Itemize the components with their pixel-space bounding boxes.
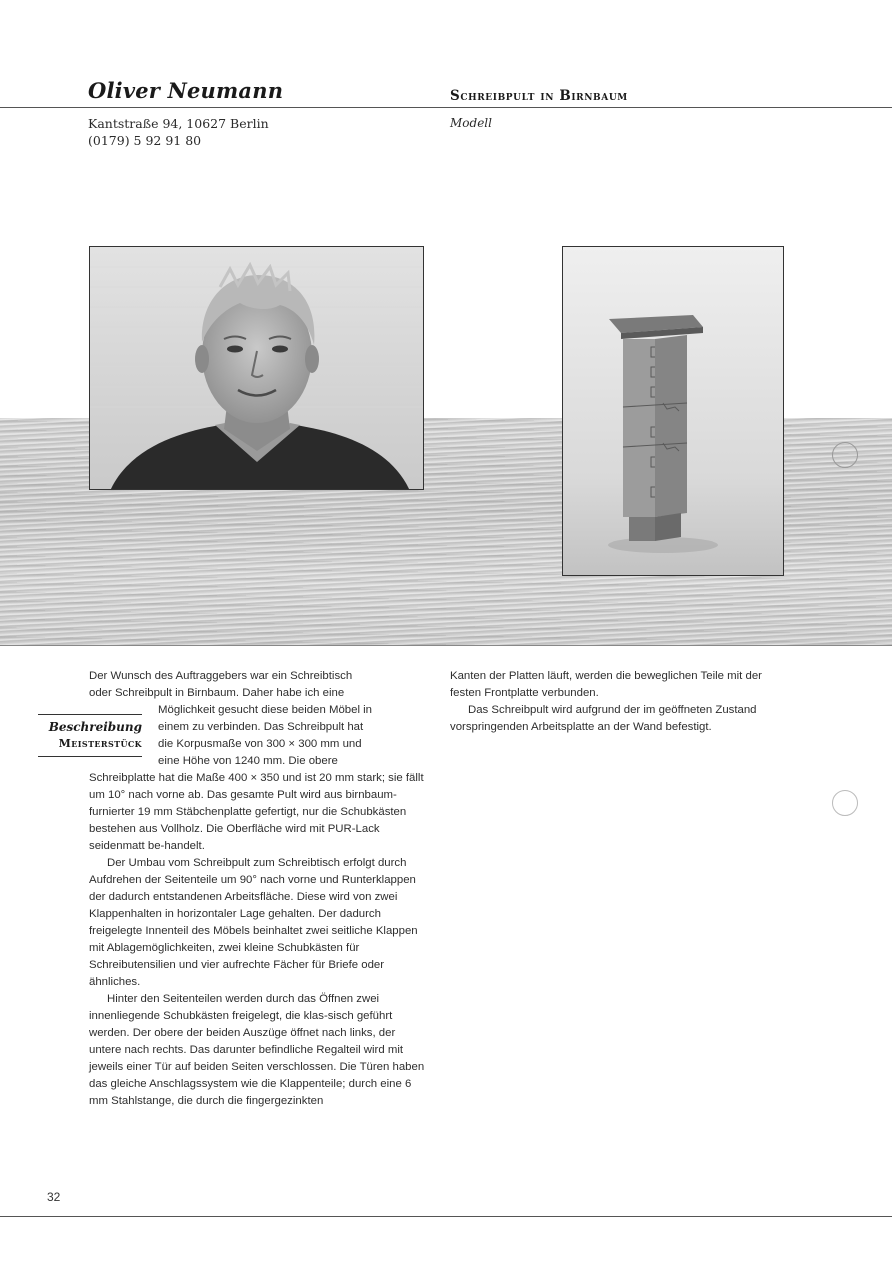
project-subtitle: Modell <box>450 116 492 130</box>
body-line: Der Wunsch des Auftraggebers war ein Schreibtisch <box>89 670 353 682</box>
sidebar-rule-bottom <box>38 756 142 757</box>
body-paragraph-4: Kanten der Platten läuft, werden die beweglichen Teile mit der festen Frontplatte verbunden. <box>450 670 762 699</box>
project-title: Schreibpult in Birnbaum <box>450 88 628 104</box>
body-wrap-around-sidebar <box>158 702 430 770</box>
body-left-column <box>89 770 429 1110</box>
body-line: oder Schreibpult in Birnbaum. Daher habe ich eine <box>89 687 345 699</box>
binder-hole-top <box>832 442 858 468</box>
author-address <box>88 115 269 149</box>
body-right-column <box>450 668 790 736</box>
sidebar-rule-top <box>38 714 142 715</box>
body-line: Möglichkeit gesucht diese beiden Möbel in <box>158 704 373 716</box>
body-intro <box>89 668 429 702</box>
portrait-photo <box>89 246 424 490</box>
address-phone: (0179) 5 92 91 80 <box>88 133 202 148</box>
author-name: Oliver Neumann <box>88 78 284 103</box>
header-rule <box>0 107 892 108</box>
sidebar-label-masterpiece: Meisterstück <box>58 737 142 750</box>
address-street: Kantstraße 94, 10627 Berlin <box>88 116 269 131</box>
model-illustration <box>563 247 784 576</box>
body-paragraph-5: Das Schreibpult wird aufgrund der im geöffneten Zustand vorspringenden Arbeitsplatte an der Wand befestigt. <box>450 704 757 733</box>
footer-rule <box>0 1216 892 1217</box>
body-line: einem zu verbinden. Das Schreibpult hat <box>158 721 364 733</box>
sidebar-label-description: Beschreibung <box>48 720 142 734</box>
body-paragraph-2: Der Umbau vom Schreibpult zum Schreibtisch erfolgt durch Aufdrehen der Seitenteile um 90° nach vorne und Runterklappen der dadurch entstandenen Arbeitsfläche. Diese wird von zwei Klappenhalten in horizontaler Lage gehalten. Der dadurch freigelegte Innenteil des Möbels beinhaltet zwei seitliche Klappen mit Ablagemöglichkeiten, zwei kleine Schubkästen für Schreibutensilien und vier aufrechte Fächer für Briefe oder ähnliches. <box>89 857 418 988</box>
body-line: eine Höhe von 1240 mm. Die obere <box>158 755 338 767</box>
page-number: 32 <box>47 1190 61 1204</box>
body-paragraph-1: Schreibplatte hat die Maße 400 × 350 und ist 20 mm stark; sie fällt um 10° nach vorne ab. Das gesamte Pult wird aus birnbaum-furnierter 19 mm Stäbchenplatte gefertigt, nur die Schubkästen bestehen aus Vollholz. Die Oberfläche wird mit PUR-Lack seidenmatt be-handelt. <box>89 772 424 852</box>
binder-hole-bottom <box>832 790 858 816</box>
model-photo <box>562 246 784 576</box>
portrait-illustration <box>90 247 424 490</box>
body-paragraph-3: Hinter den Seitenteilen werden durch das Öffnen zwei innenliegende Schubkästen freigelegt, die klas-sisch geführt werden. Der obere der beiden Auszüge öffnet nach links, der untere nach rechts. Das darunter befindliche Regalteil wird mit jeweils einer Tür auf beiden Seiten verschlossen. Die Türen haben das gleiche Anschlagssystem wie die Klappenteile; durch eine 6 mm Stahlstange, die durch die fingergezinkten <box>89 993 425 1107</box>
body-line: die Korpusmaße von 300 × 300 mm und <box>158 738 362 750</box>
